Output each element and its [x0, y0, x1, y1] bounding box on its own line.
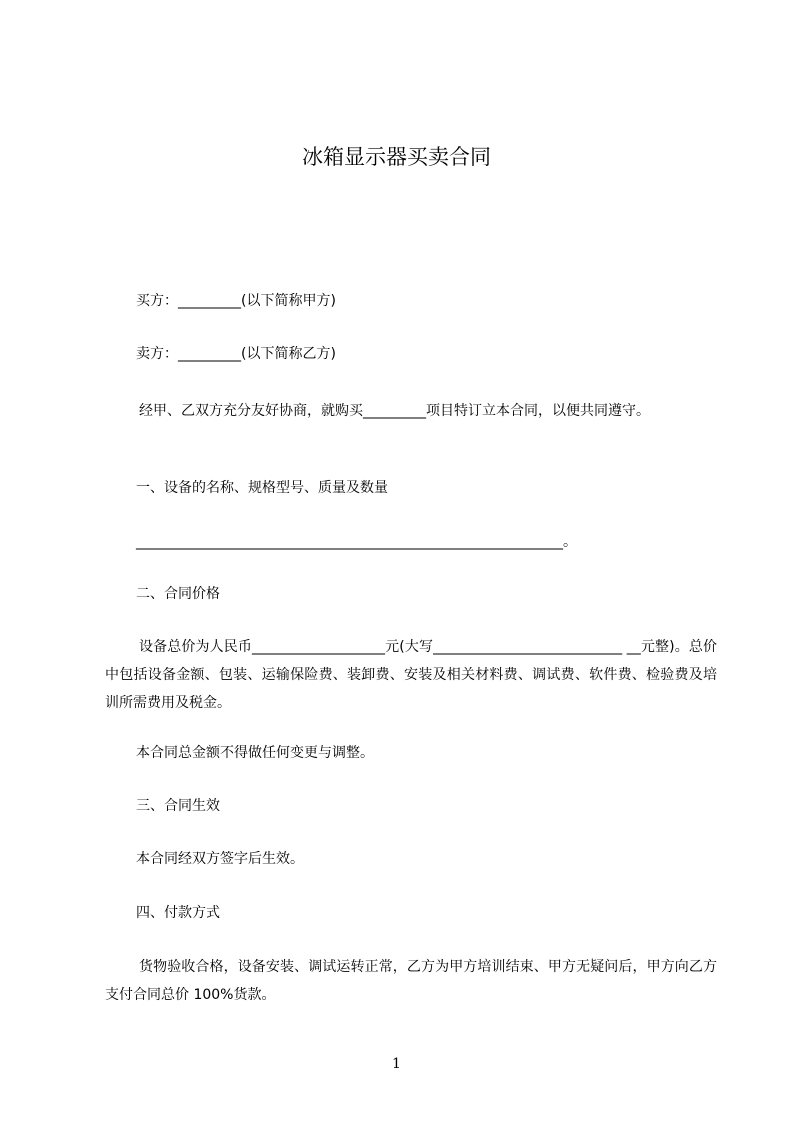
section1-heading: 一、设备的名称、规格型号、质量及数量	[136, 480, 388, 496]
intro-paragraph: 经甲、乙双方充分友好协商，就购买_________项目特订立本合同，以便共同遵守。	[139, 403, 650, 419]
section2-heading: 二、合同价格	[136, 586, 220, 602]
buyer-line: 买方：_________(以下简称甲方)	[136, 293, 336, 309]
effect-paragraph: 本合同经双方签字后生效。	[136, 851, 304, 867]
seller-line: 卖方：_________(以下简称乙方)	[136, 346, 336, 362]
price-paragraph: 设备总价为人民币___________________元(大写___________________________ __元整)。总价中包括设备金额、包装、运输保险费、装卸费、安装及相关材料费、调试费、软件费、检验费及培训所需费用及税金。	[105, 639, 717, 711]
section1-blank-line: _____________________________________________________________。	[136, 534, 577, 550]
page-number: 1	[392, 1056, 401, 1072]
section3-heading: 三、合同生效	[136, 798, 220, 814]
document-title: 冰箱显示器买卖合同	[302, 145, 491, 169]
payment-paragraph: 货物验收合格，设备安装、调试运转正常，乙方为甲方培训结束、甲方无疑问后，甲方向乙方支付合同总价 100%货款。	[105, 959, 717, 1003]
section4-heading: 四、付款方式	[136, 905, 220, 921]
price-fixed-paragraph: 本合同总金额不得做任何变更与调整。	[136, 745, 374, 761]
